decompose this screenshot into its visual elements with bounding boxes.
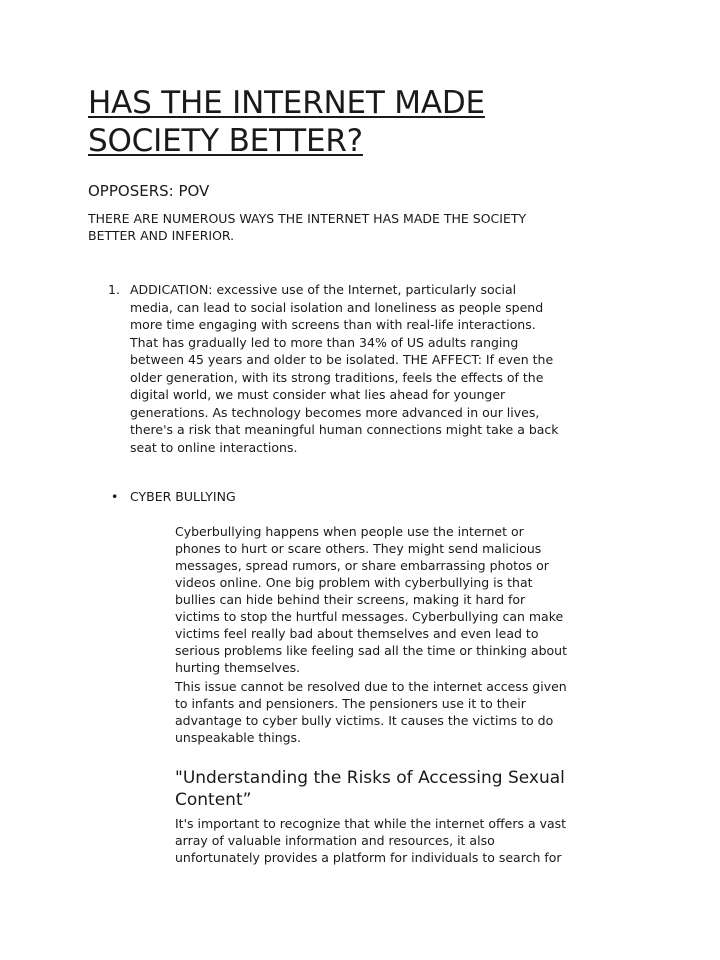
text-line: unspeakable things. — [175, 730, 302, 745]
bullet-icon: • — [111, 489, 119, 504]
text-line: generations. As technology becomes more advanced in our lives, — [130, 404, 540, 420]
heading-line: "Understanding the Risks of Accessing Sexual — [175, 768, 565, 788]
risk-paragraph — [175, 815, 645, 866]
title-line: SOCIETY BETTER? — [88, 123, 363, 159]
text-line: unfortunately provides a platform for individuals to search for — [175, 850, 562, 865]
text-line: victims to stop the hurtful messages. Cyberbullying can make — [175, 609, 564, 624]
text-line: there's a risk that meaningful human connections might take a back — [130, 422, 559, 437]
text-line: media, can lead to social isolation and loneliness as people spend — [130, 299, 544, 315]
text-line: It's important to recognize that while the internet offers a vast — [175, 816, 567, 831]
issue-paragraph — [175, 678, 645, 746]
cyberbullying-paragraph — [175, 523, 645, 676]
text-line: seat to online interactions. — [130, 439, 298, 455]
text-line: hurting themselves. — [175, 660, 301, 675]
text-line: bullies can hide behind their screens, making it hard for — [175, 592, 526, 607]
page-title — [88, 84, 648, 160]
text-line: advantage to cyber bully victims. It causes the victims to do — [175, 713, 554, 728]
intro-paragraph — [88, 210, 628, 244]
text-line: array of valuable information and resources, it also — [175, 833, 495, 848]
text-line: older generation, with its strong traditions, feels the effects of the — [130, 369, 544, 385]
text-line: digital world, we must consider what lies ahead for younger — [130, 387, 506, 402]
text-line: messages, spread rumors, or share embarrassing photos or — [175, 558, 549, 573]
text-line: ADDICATION: excessive use of the Internet, particularly social — [130, 282, 517, 297]
text-line: videos online. One big problem with cyberbullying is that — [175, 575, 533, 590]
text-line: more time engaging with screens than with real-life interactions. — [130, 317, 536, 332]
bullet-label: CYBER BULLYING — [130, 489, 236, 504]
text-line: BETTER AND INFERIOR. — [88, 228, 235, 243]
text-line: THERE ARE NUMEROUS WAYS THE INTERNET HAS MADE THE SOCIETY — [88, 211, 527, 226]
text-line: victims feel really bad about themselves and even lead to — [175, 626, 539, 641]
text-line: This issue cannot be resolved due to the internet access given — [175, 679, 567, 694]
title-line: HAS THE INTERNET MADE — [88, 85, 485, 121]
section-heading — [175, 767, 645, 811]
text-line: serious problems like feeling sad all the time or thinking about — [175, 643, 567, 658]
heading-line: Content” — [175, 790, 252, 810]
list-item-text — [130, 281, 645, 456]
text-line: phones to hurt or scare others. They might send malicious — [175, 541, 542, 556]
list-number: 1. — [108, 282, 120, 297]
text-line: Cyberbullying happens when people use the internet or — [175, 524, 524, 539]
text-line: to infants and pensioners. The pensioners use it to their — [175, 696, 526, 711]
text-line: That has gradually led to more than 34% of US adults ranging — [130, 334, 519, 350]
text-line: between 45 years and older to be isolated. THE AFFECT: If even the — [130, 352, 554, 367]
page-subtitle: OPPOSERS: POV — [88, 182, 210, 200]
